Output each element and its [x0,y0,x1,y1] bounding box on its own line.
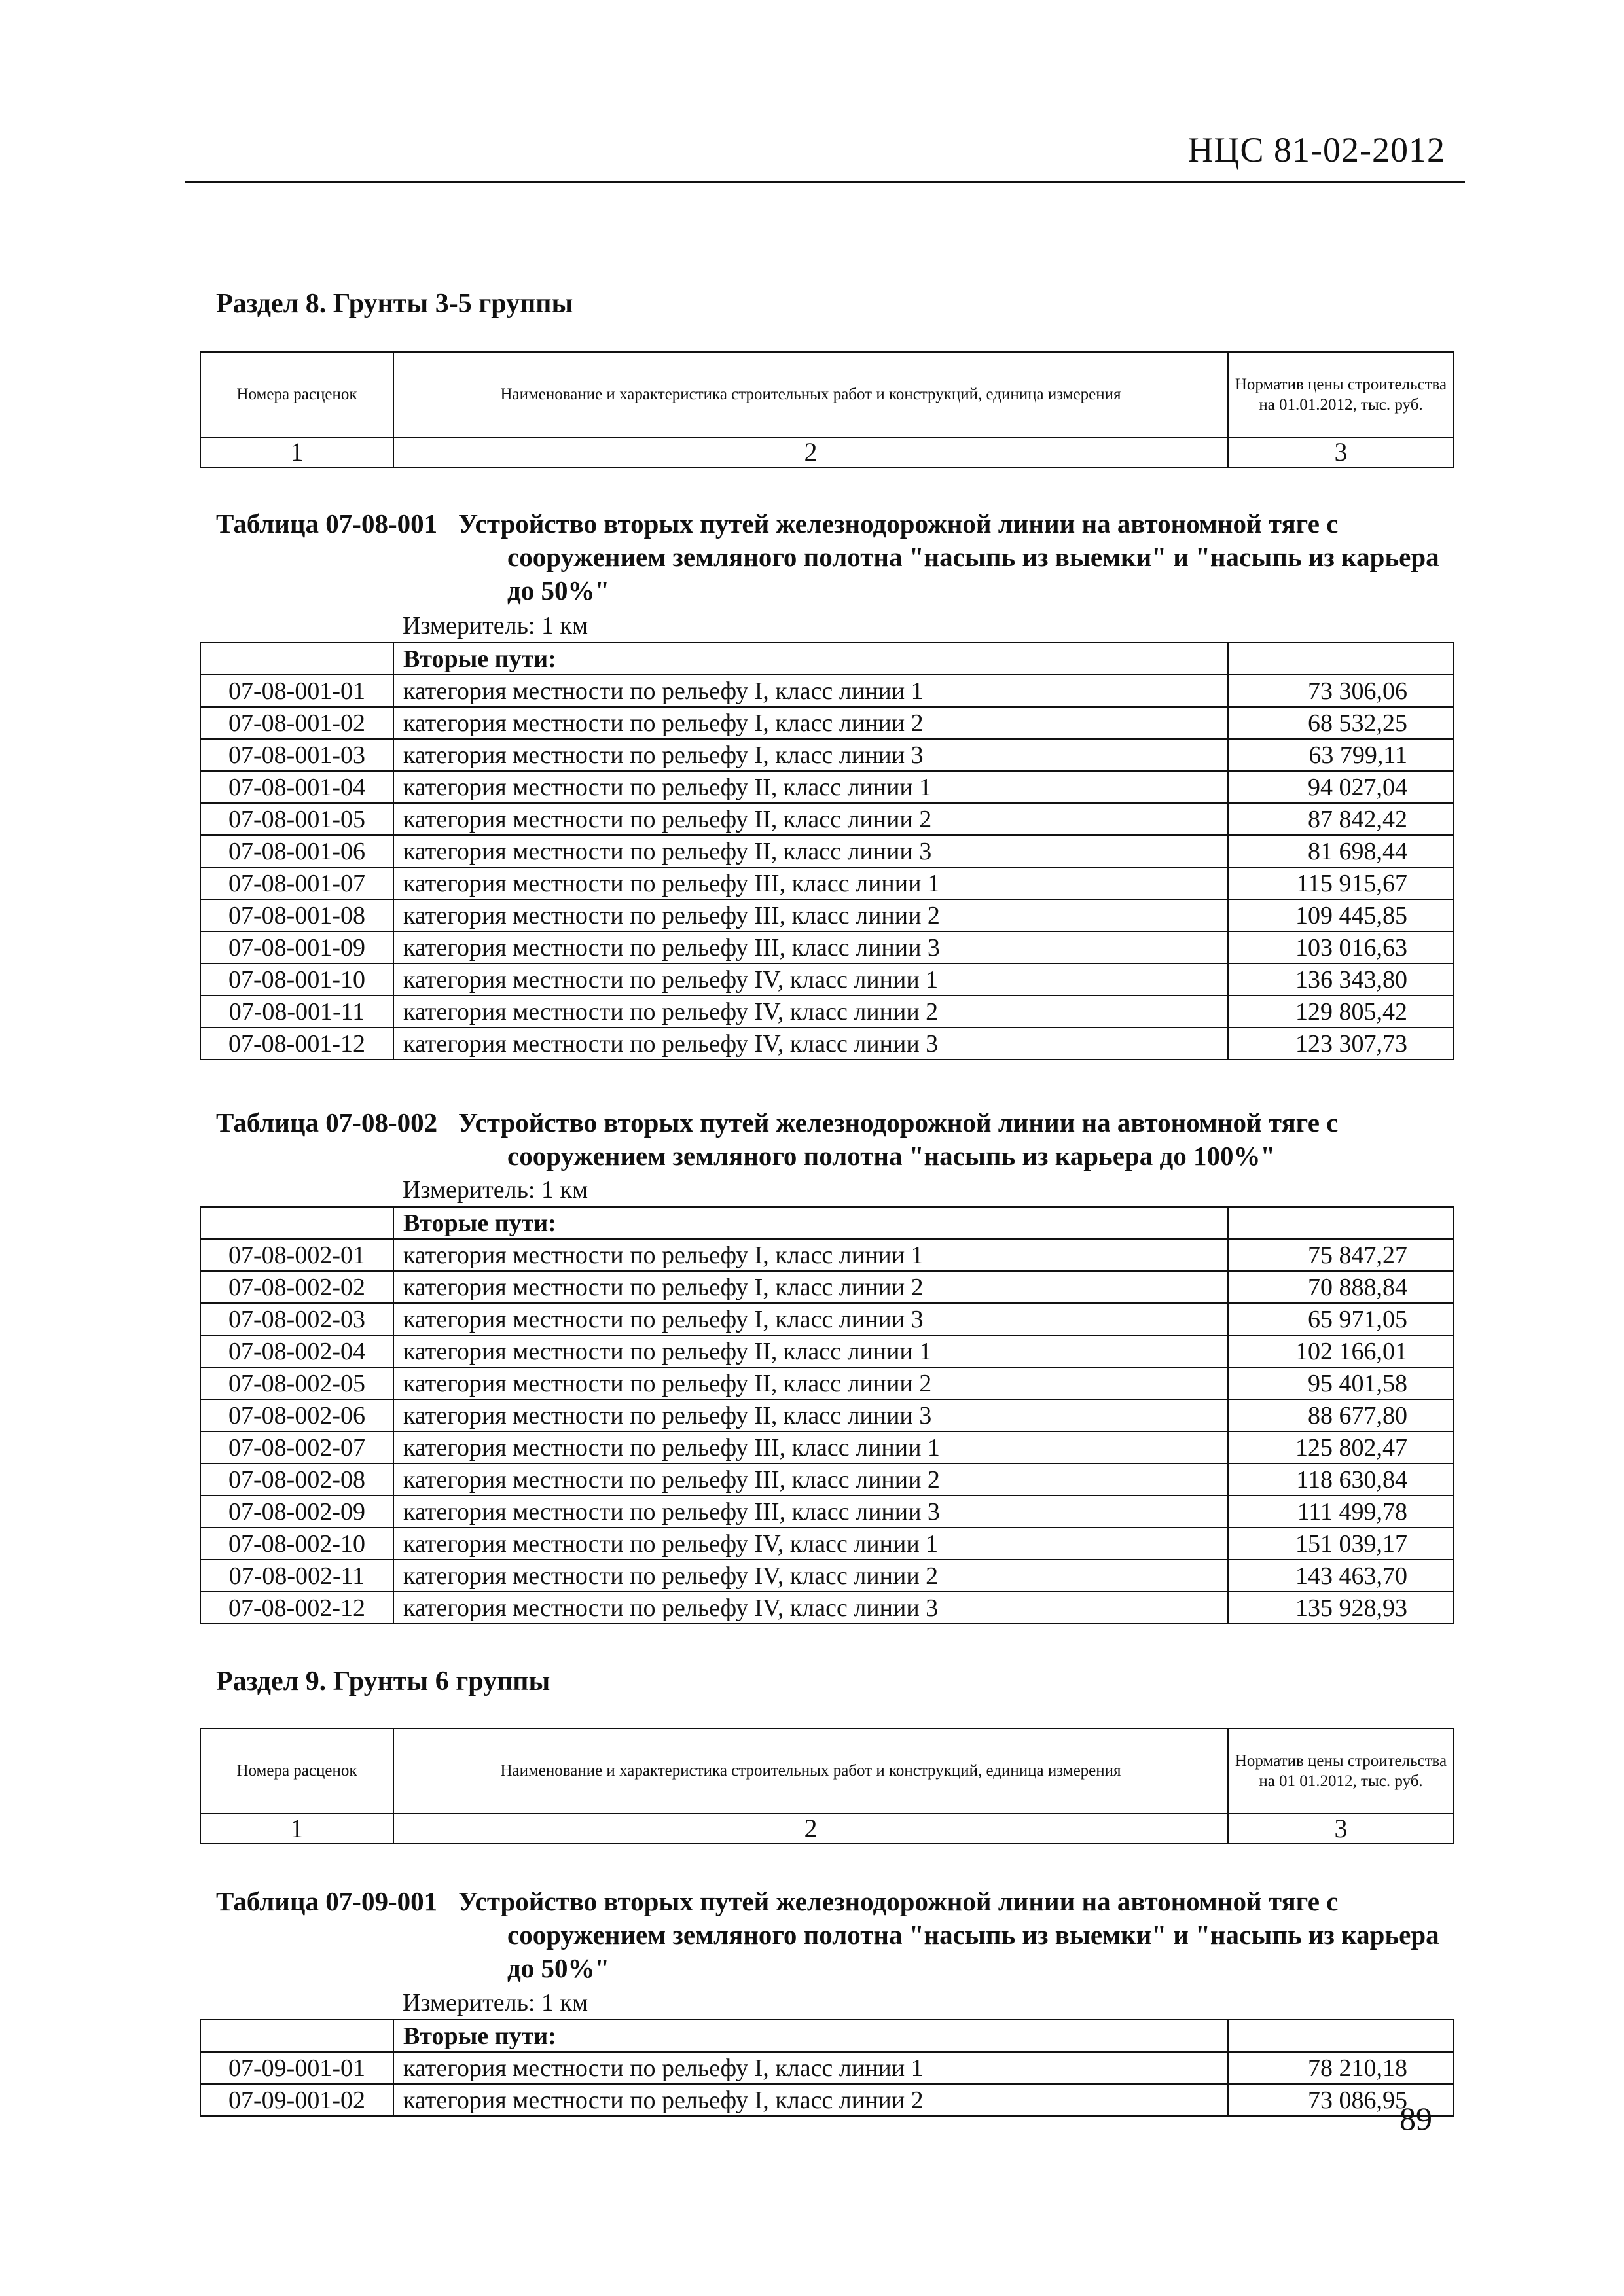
table-row [200,1560,1454,1592]
header-num-1: 1 [200,437,393,467]
work-name: категория местности по рельефу III, класс линии 1 [393,867,1228,899]
table-description: Устройство вторых путей железнодорожной линии на автономной тяге с сооружением земляного полотна "насыпь из карьера до 100%" [458,1107,1339,1171]
page-number: 89 [1399,2100,1432,2137]
table-title [216,507,1447,607]
price-value: 73 086,95 [1228,2084,1454,2116]
column-header-table [200,351,1454,468]
work-name: категория местности по рельефу I, класс линии 1 [393,1239,1228,1271]
price-value: 115 915,67 [1228,867,1454,899]
price-value: 102 166,01 [1228,1335,1454,1367]
work-name: категория местности по рельефу I, класс линии 2 [393,707,1228,739]
table-row [200,931,1454,963]
rate-code: 07-08-001-11 [200,996,393,1028]
price-value: 94 027,04 [1228,771,1454,803]
table-row [200,963,1454,996]
work-name: категория местности по рельефу I, класс линии 2 [393,2084,1228,2116]
measure-label: Измеритель: 1 км [403,1989,588,2017]
price-value: 63 799,11 [1228,739,1454,771]
table-row [200,771,1454,803]
work-name: категория местности по рельефу II, класс линии 2 [393,1367,1228,1399]
rate-code: 07-08-002-12 [200,1592,393,1624]
header-price: Норматив цены строительства на 01 01.2012, тыс. руб. [1228,1729,1454,1814]
header-num-3: 3 [1228,1814,1454,1844]
price-value: 123 307,73 [1228,1028,1454,1060]
rate-code: 07-08-001-04 [200,771,393,803]
price-value: 88 677,80 [1228,1399,1454,1431]
rate-code: 07-09-001-01 [200,2052,393,2084]
table-row [200,2084,1454,2116]
work-name: категория местности по рельефу III, класс линии 3 [393,931,1228,963]
measure-label: Измеритель: 1 км [403,1176,588,1204]
table-row [200,1463,1454,1496]
group-label: Вторые пути: [393,1207,1228,1239]
rate-code: 07-08-002-06 [200,1399,393,1431]
price-value: 81 698,44 [1228,835,1454,867]
work-name: категория местности по рельефу II, класс линии 3 [393,835,1228,867]
work-name: категория местности по рельефу IV, класс линии 2 [393,1560,1228,1592]
header-num-3: 3 [1228,437,1454,467]
price-value: 151 039,17 [1228,1528,1454,1560]
rate-code: 07-08-002-11 [200,1560,393,1592]
rate-code: 07-08-001-06 [200,835,393,867]
price-value: 111 499,78 [1228,1496,1454,1528]
price-value: 136 343,80 [1228,963,1454,996]
table-description: Устройство вторых путей железнодорожной линии на автономной тяге с сооружением земляного полотна "насыпь из выемки" и "насыпь из карьера до 50%" [458,1886,1439,1983]
work-name: категория местности по рельефу I, класс линии 2 [393,1271,1228,1303]
header-name: Наименование и характеристика строительных работ и конструкций, единица измерения [393,352,1228,437]
rate-code: 07-08-002-08 [200,1463,393,1496]
price-value: 103 016,63 [1228,931,1454,963]
work-name: категория местности по рельефу II, класс линии 2 [393,803,1228,835]
price-value: 118 630,84 [1228,1463,1454,1496]
table-row [200,867,1454,899]
rate-code: 07-08-001-05 [200,803,393,835]
rate-code: 07-08-001-01 [200,675,393,707]
table-row [200,2052,1454,2084]
section-title: Раздел 9. Грунты 6 группы [216,1666,550,1696]
rate-code: 07-08-001-09 [200,931,393,963]
work-name: категория местности по рельефу III, класс линии 3 [393,1496,1228,1528]
table-title [216,1885,1447,1985]
rate-code: 07-08-002-07 [200,1431,393,1463]
rate-code: 07-08-002-04 [200,1335,393,1367]
work-name: категория местности по рельефу II, класс линии 1 [393,771,1228,803]
rate-code: 07-08-002-02 [200,1271,393,1303]
table-row [200,707,1454,739]
table-name: Таблица 07-09-001 [216,1886,438,1916]
work-name: категория местности по рельефу II, класс линии 1 [393,1335,1228,1367]
work-name: категория местности по рельефу I, класс линии 1 [393,2052,1228,2084]
work-name: категория местности по рельефу I, класс линии 1 [393,675,1228,707]
price-value: 129 805,42 [1228,996,1454,1028]
rate-code: 07-08-001-10 [200,963,393,996]
price-table [200,1174,1454,1624]
table-row [200,1399,1454,1431]
rate-code: 07-08-002-03 [200,1303,393,1335]
price-value: 109 445,85 [1228,899,1454,931]
table-row [200,1303,1454,1335]
group-label: Вторые пути: [393,2020,1228,2052]
price-value: 70 888,84 [1228,1271,1454,1303]
work-name: категория местности по рельефу IV, класс линии 3 [393,1592,1228,1624]
price-table [200,609,1454,1060]
rate-code: 07-08-002-09 [200,1496,393,1528]
rate-code: 07-08-001-02 [200,707,393,739]
work-name: категория местности по рельефу III, класс линии 1 [393,1431,1228,1463]
price-value: 87 842,42 [1228,803,1454,835]
header-name: Наименование и характеристика строительных работ и конструкций, единица измерения [393,1729,1228,1814]
rate-code: 07-08-001-08 [200,899,393,931]
table-name: Таблица 07-08-002 [216,1107,438,1138]
table-name: Таблица 07-08-001 [216,509,438,539]
rate-code: 07-08-002-05 [200,1367,393,1399]
price-value: 95 401,58 [1228,1367,1454,1399]
work-name: категория местности по рельефу IV, класс линии 1 [393,1528,1228,1560]
header-price: Норматив цены строительства на 01.01.2012, тыс. руб. [1228,352,1454,437]
header-codes: Номера расценок [200,352,393,437]
work-name: категория местности по рельефу IV, класс линии 3 [393,1028,1228,1060]
price-value: 65 971,05 [1228,1303,1454,1335]
table-row [200,1496,1454,1528]
table-row [200,739,1454,771]
table-row [200,1592,1454,1624]
group-label: Вторые пути: [393,643,1228,675]
table-row [200,899,1454,931]
price-value: 143 463,70 [1228,1560,1454,1592]
rate-code: 07-08-001-12 [200,1028,393,1060]
header-codes: Номера расценок [200,1729,393,1814]
measure-label: Измеритель: 1 км [403,612,588,639]
table-row [200,1431,1454,1463]
table-row [200,675,1454,707]
table-row [200,1528,1454,1560]
work-name: категория местности по рельефу III, класс линии 2 [393,899,1228,931]
rate-code: 07-08-001-03 [200,739,393,771]
work-name: категория местности по рельефу I, класс линии 3 [393,739,1228,771]
header-rule [185,181,1465,183]
table-row [200,1367,1454,1399]
section-title: Раздел 8. Грунты 3-5 группы [216,289,573,319]
price-value: 78 210,18 [1228,2052,1454,2084]
price-value: 75 847,27 [1228,1239,1454,1271]
table-description: Устройство вторых путей железнодорожной линии на автономной тяге с сооружением земляного полотна "насыпь из выемки" и "насыпь из карьера до 50%" [458,509,1439,605]
rate-code: 07-08-001-07 [200,867,393,899]
document-code: НЦС 81-02-2012 [1187,130,1445,170]
table-row [200,996,1454,1028]
work-name: категория местности по рельефу I, класс линии 3 [393,1303,1228,1335]
table-row [200,835,1454,867]
work-name: категория местности по рельефу IV, класс линии 2 [393,996,1228,1028]
work-name: категория местности по рельефу II, класс линии 3 [393,1399,1228,1431]
rate-code: 07-08-002-10 [200,1528,393,1560]
table-row [200,1271,1454,1303]
price-value: 68 532,25 [1228,707,1454,739]
table-title [216,1106,1447,1173]
table-row [200,1335,1454,1367]
work-name: категория местности по рельефу IV, класс линии 1 [393,963,1228,996]
rate-code: 07-09-001-02 [200,2084,393,2116]
table-row [200,1028,1454,1060]
price-table [200,1986,1454,2117]
column-header-table [200,1728,1454,1844]
work-name: категория местности по рельефу III, класс линии 2 [393,1463,1228,1496]
header-num-2: 2 [393,1814,1228,1844]
header-num-1: 1 [200,1814,393,1844]
price-value: 73 306,06 [1228,675,1454,707]
rate-code: 07-08-002-01 [200,1239,393,1271]
table-row [200,1239,1454,1271]
price-value: 135 928,93 [1228,1592,1454,1624]
price-value: 125 802,47 [1228,1431,1454,1463]
table-row [200,803,1454,835]
header-num-2: 2 [393,437,1228,467]
